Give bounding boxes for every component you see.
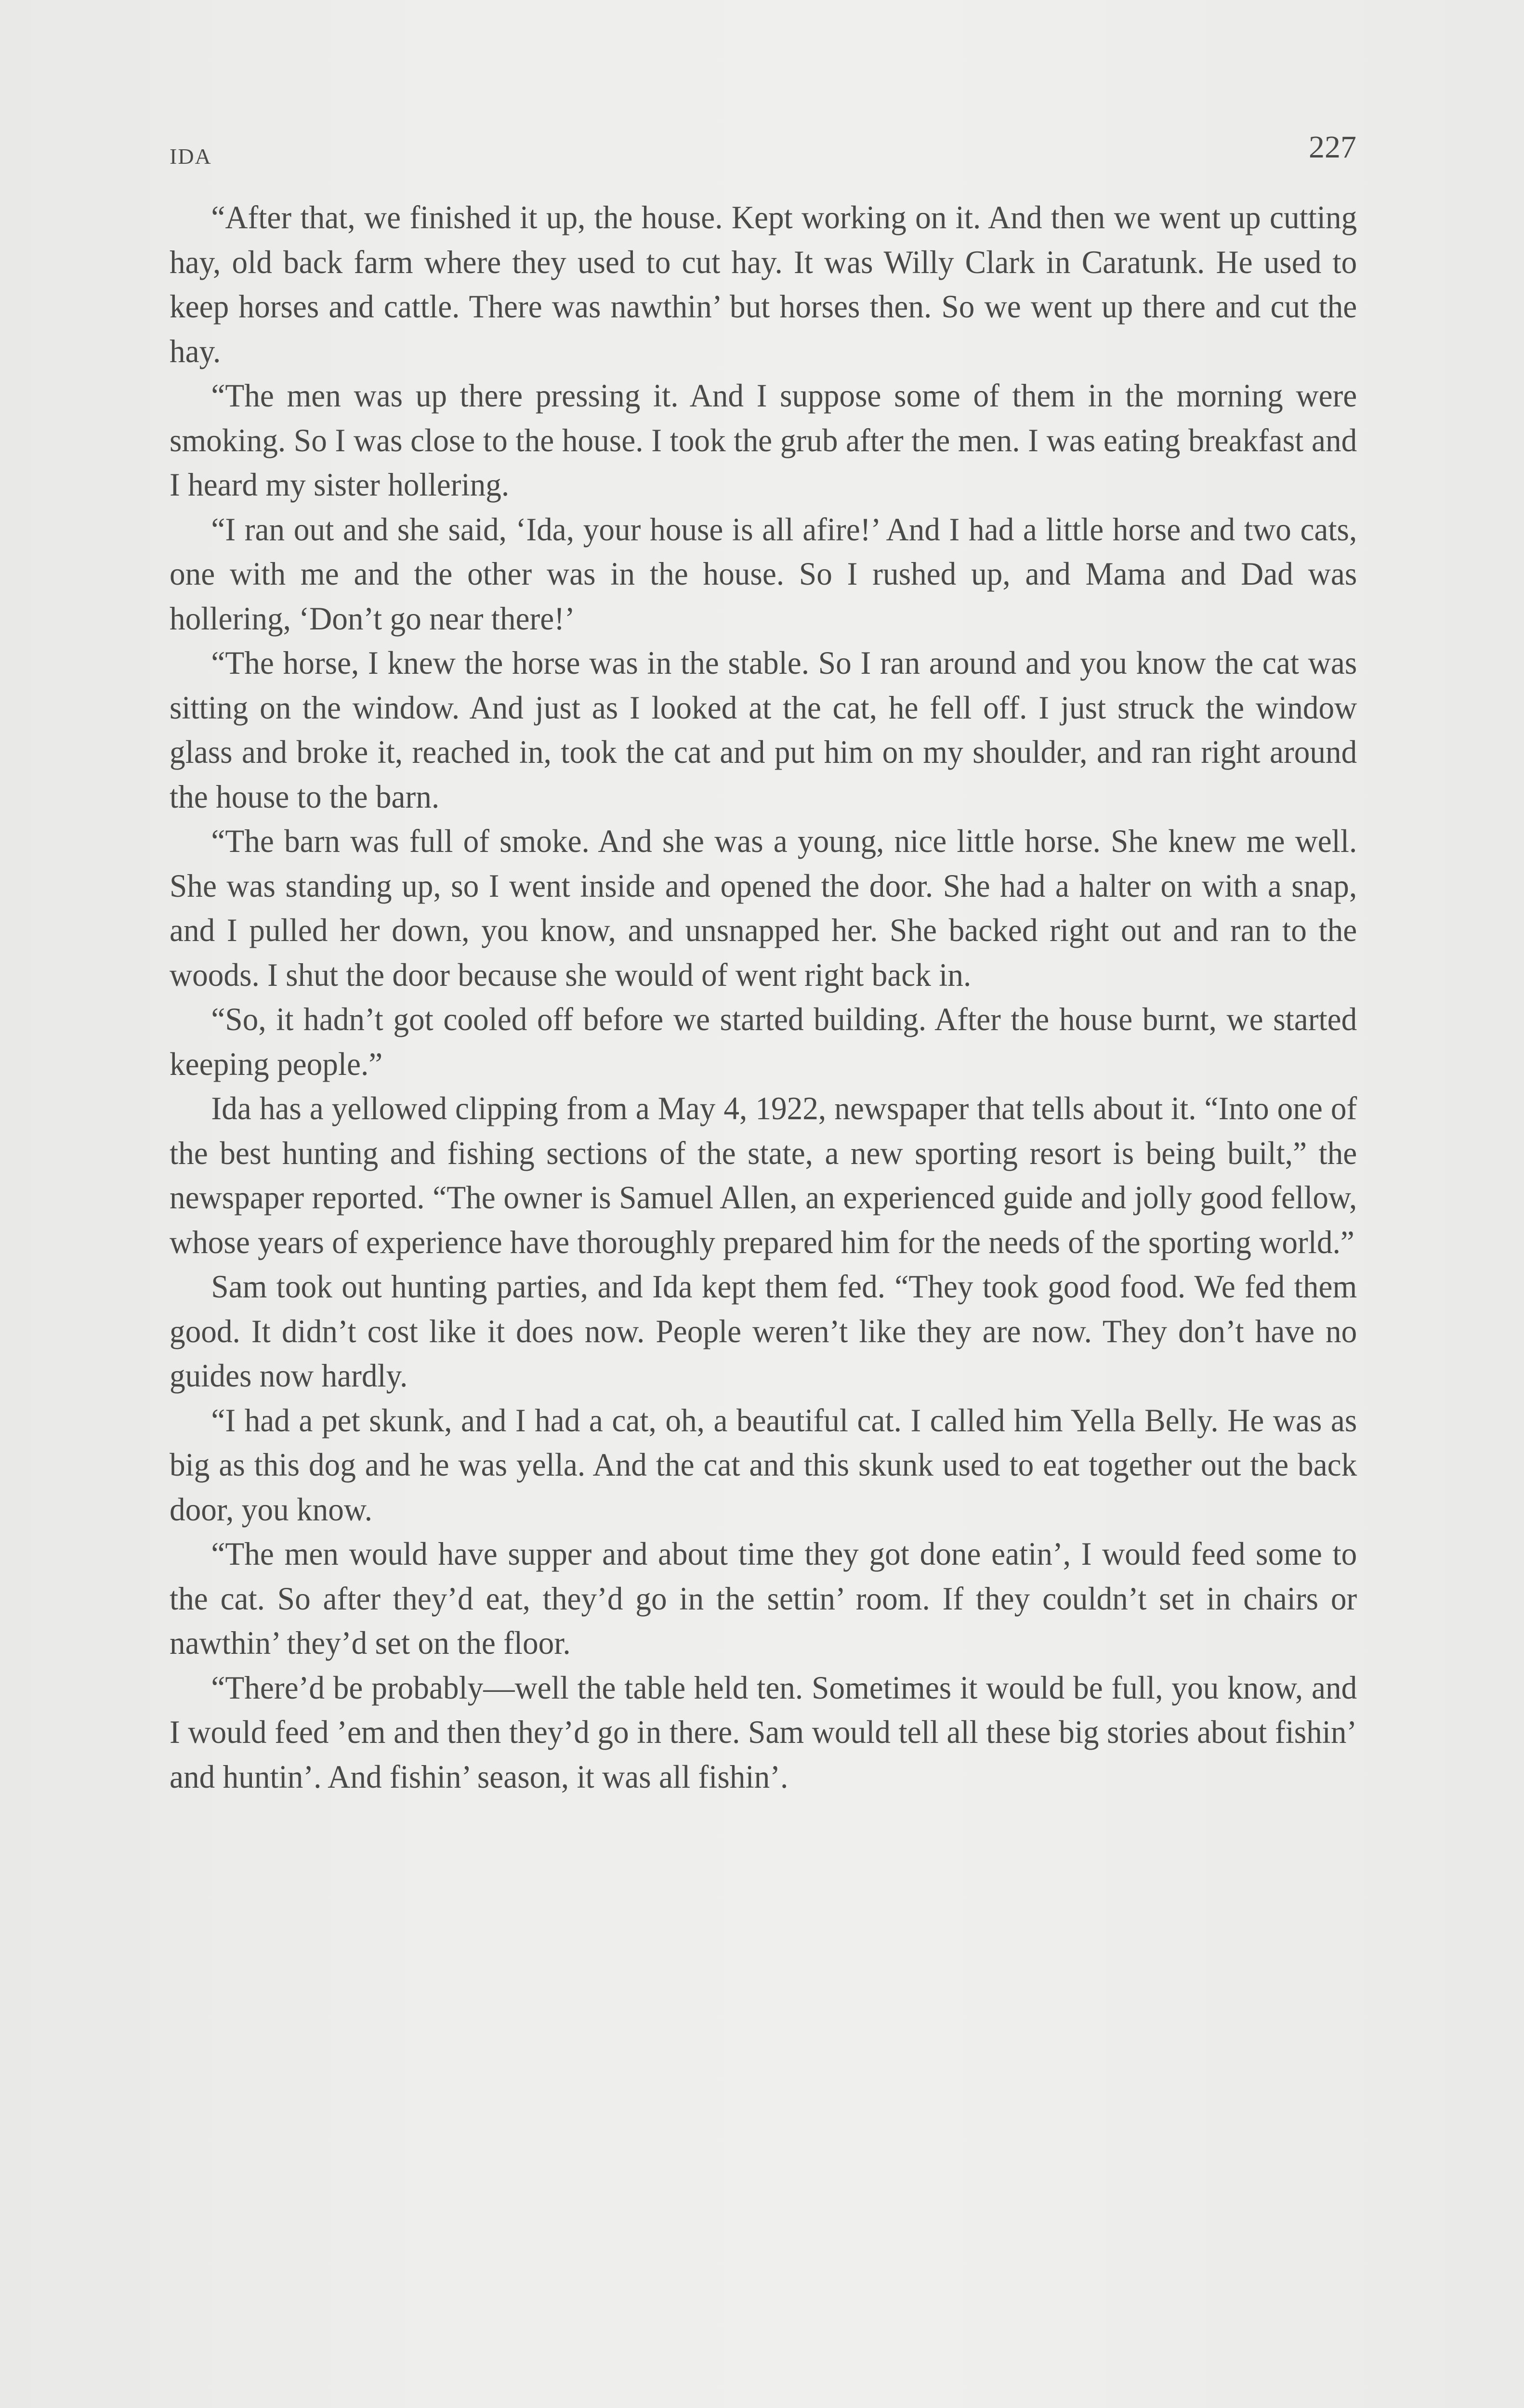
page-number: 227	[1309, 130, 1356, 165]
running-title: IDA	[170, 144, 212, 169]
paragraph: Ida has a yellowed clipping from a May 4, 1922, newspaper that tells about it. “Into one of the best hunting and fishing sections of the state, a new sporting resort is being built,” the newspaper reported. “The owner is Samuel Allen, an experienced guide and jolly good fellow, whose years of experience have thoroughly prepared him for the needs of the sporting world.”	[170, 1090, 1357, 1260]
paragraph: “The men would have supper and about time they got done eatin’, I would feed some to the cat. So after they’d eat, they’d go in the settin’ room. If they couldn’t set in chairs or nawthin’ they’d set on the floor.	[170, 1535, 1357, 1661]
running-head	[170, 129, 1356, 172]
paragraph: “After that, we finished it up, the house. Kept working on it. And then we went up cutting hay, old back farm where they used to cut hay. It was Willy Clark in Caratunk. He used to keep horses and cattle. There was nawthin’ but horses then. So we went up there and cut the hay.	[170, 199, 1357, 369]
paragraph: “So, it hadn’t got cooled off before we started building. After the house burnt, we started keeping people.”	[170, 1001, 1357, 1082]
paragraph: “I ran out and she said, ‘Ida, your house is all afire!’ And I had a little horse and two cats, one with me and the other was in the house. So I rushed up, and Mama and Dad was hollering, ‘Don’t go near there!’	[170, 510, 1357, 637]
paragraph: “The barn was full of smoke. And she was a young, nice little horse. She knew me well. She was standing up, so I went inside and opened the door. She had a halter on with a snap, and I pulled her down, you know, and unsnapped her. She backed right out and ran to the woods. I shut the door because she would of went right back in.	[170, 823, 1357, 993]
body-text	[170, 195, 1357, 1799]
paragraph: Sam took out hunting parties, and Ida kept them fed. “They took good food. We fed them good. It didn’t cost like it does now. People weren’t like they are now. They don’t have no guides now hardly.	[170, 1268, 1357, 1394]
paragraph: “The horse, I knew the horse was in the stable. So I ran around and you know the cat was sitting on the window. And just as I looked at the cat, he fell off. I just struck the window glass and broke it, reached in, took the cat and put him on my shoulder, and ran right around the house to the barn.	[170, 644, 1357, 815]
paragraph: “I had a pet skunk, and I had a cat, oh, a beautiful cat. I called him Yella Belly. He was as big as this dog and he was yella. And the cat and this skunk used to eat together out the back door, you know.	[170, 1401, 1357, 1528]
paragraph: “There’d be probably—well the table held ten. Sometimes it would be full, you know, and I would feed ’em and then they’d go in there. Sam would tell all these big stories about fishin’ and huntin’. And fishin’ season, it was all fishin’.	[170, 1669, 1357, 1795]
paragraph: “The men was up there pressing it. And I suppose some of them in the morning were smoking. So I was close to the house. I took the grub after the men. I was eating breakfast and I heard my sister hollering.	[170, 377, 1357, 503]
